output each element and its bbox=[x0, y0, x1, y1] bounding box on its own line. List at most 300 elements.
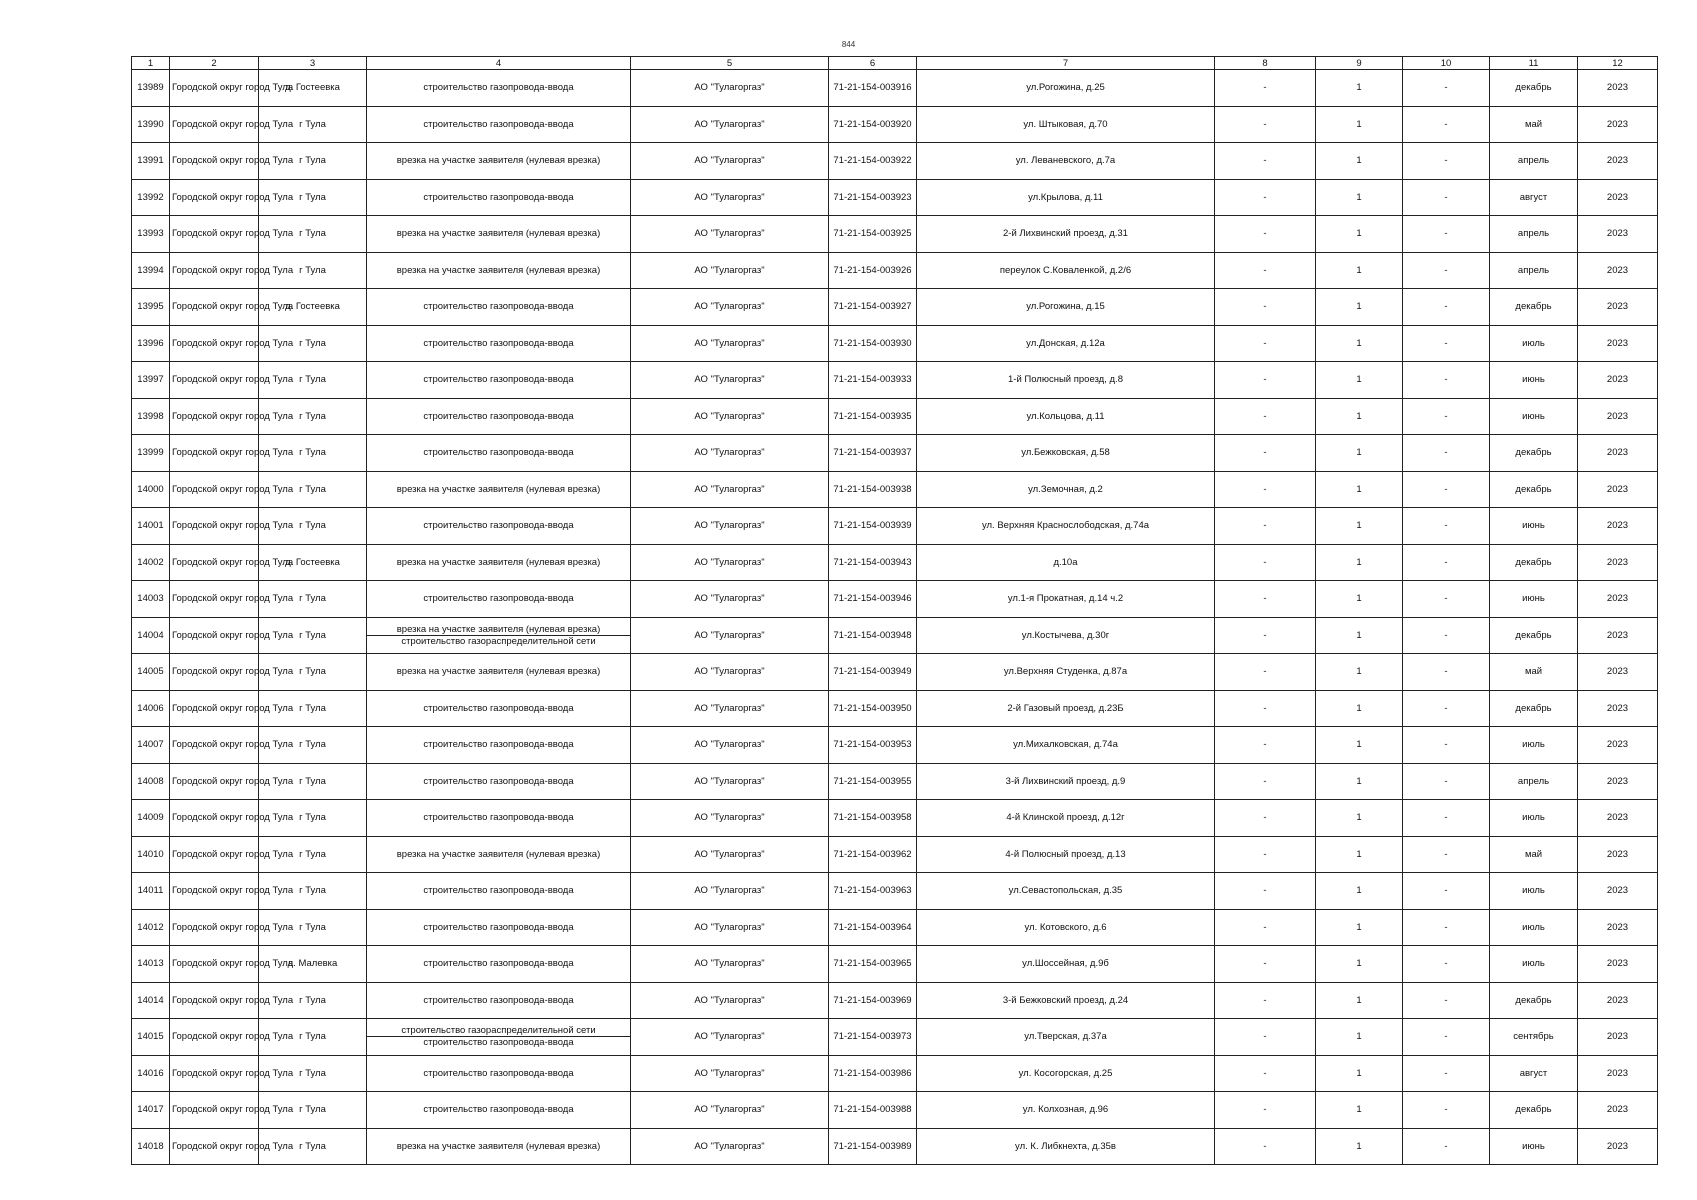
col10-cell: - bbox=[1403, 617, 1490, 654]
col8-cell: - bbox=[1215, 289, 1316, 326]
table-row bbox=[132, 1055, 1658, 1092]
work-type-cell: строительство газопровода-ввода bbox=[367, 800, 631, 837]
col8-cell: - bbox=[1215, 435, 1316, 472]
organization-cell: АО "Тулагоргаз" bbox=[631, 106, 829, 143]
organization-cell: АО "Тулагоргаз" bbox=[631, 435, 829, 472]
col10-cell: - bbox=[1403, 1092, 1490, 1129]
row-number-cell: 14018 bbox=[132, 1128, 170, 1165]
col10-cell: - bbox=[1403, 1128, 1490, 1165]
code-cell: 71-21-154-003949 bbox=[829, 654, 917, 691]
column-number: 1 bbox=[132, 57, 170, 70]
settlement-cell: г Тула bbox=[259, 508, 367, 545]
table-row bbox=[132, 1092, 1658, 1129]
year-cell: 2023 bbox=[1578, 654, 1658, 691]
row-number-cell: 14013 bbox=[132, 946, 170, 983]
address-cell: ул. Котовского, д.6 bbox=[917, 909, 1215, 946]
address-cell: ул.1-я Прокатная, д.14 ч.2 bbox=[917, 581, 1215, 618]
work-type-cell: врезка на участке заявителя (нулевая врезка) bbox=[367, 654, 631, 691]
organization-cell: АО "Тулагоргаз" bbox=[631, 398, 829, 435]
table-row bbox=[132, 946, 1658, 983]
col9-cell: 1 bbox=[1316, 873, 1403, 910]
col10-cell: - bbox=[1403, 435, 1490, 472]
row-number-cell: 14002 bbox=[132, 544, 170, 581]
settlement-cell: г Тула bbox=[259, 763, 367, 800]
column-number: 4 bbox=[367, 57, 631, 70]
column-number: 7 bbox=[917, 57, 1215, 70]
table-row bbox=[132, 325, 1658, 362]
row-number-cell: 13993 bbox=[132, 216, 170, 253]
work-type-cell: строительство газопровода-ввода bbox=[367, 435, 631, 472]
table-row bbox=[132, 362, 1658, 399]
col8-cell: - bbox=[1215, 690, 1316, 727]
month-cell: июль bbox=[1490, 800, 1578, 837]
col8-cell: - bbox=[1215, 1019, 1316, 1056]
year-cell: 2023 bbox=[1578, 252, 1658, 289]
district-cell: Городской округ город Тула bbox=[170, 654, 259, 691]
month-cell: июль bbox=[1490, 325, 1578, 362]
district-cell: Городской округ город Тула bbox=[170, 800, 259, 837]
col8-cell: - bbox=[1215, 982, 1316, 1019]
month-cell: декабрь bbox=[1490, 70, 1578, 107]
year-cell: 2023 bbox=[1578, 836, 1658, 873]
month-cell: август bbox=[1490, 1055, 1578, 1092]
work-type-line: строительство газораспределительной сети bbox=[367, 1025, 630, 1037]
address-cell: д.10а bbox=[917, 544, 1215, 581]
work-type-cell: строительство газопровода-ввода bbox=[367, 362, 631, 399]
col10-cell: - bbox=[1403, 581, 1490, 618]
address-cell: 4-й Клинской проезд, д.12г bbox=[917, 800, 1215, 837]
work-type-cell: строительство газопровода-ввода bbox=[367, 690, 631, 727]
address-cell: ул.Бежковская, д.58 bbox=[917, 435, 1215, 472]
year-cell: 2023 bbox=[1578, 508, 1658, 545]
col9-cell: 1 bbox=[1316, 1055, 1403, 1092]
organization-cell: АО "Тулагоргаз" bbox=[631, 362, 829, 399]
organization-cell: АО "Тулагоргаз" bbox=[631, 471, 829, 508]
organization-cell: АО "Тулагоргаз" bbox=[631, 654, 829, 691]
settlement-cell: д. Гостеевка bbox=[259, 544, 367, 581]
year-cell: 2023 bbox=[1578, 435, 1658, 472]
col8-cell: - bbox=[1215, 508, 1316, 545]
col8-cell: - bbox=[1215, 398, 1316, 435]
col8-cell: - bbox=[1215, 1092, 1316, 1129]
col10-cell: - bbox=[1403, 654, 1490, 691]
col8-cell: - bbox=[1215, 362, 1316, 399]
month-cell: июль bbox=[1490, 727, 1578, 764]
address-cell: ул.Севастопольская, д.35 bbox=[917, 873, 1215, 910]
address-cell: 3-й Бежковский проезд, д.24 bbox=[917, 982, 1215, 1019]
col9-cell: 1 bbox=[1316, 544, 1403, 581]
year-cell: 2023 bbox=[1578, 946, 1658, 983]
year-cell: 2023 bbox=[1578, 1128, 1658, 1165]
settlement-cell: г Тула bbox=[259, 617, 367, 654]
code-cell: 71-21-154-003926 bbox=[829, 252, 917, 289]
col10-cell: - bbox=[1403, 836, 1490, 873]
address-cell: 4-й Полюсный проезд, д.13 bbox=[917, 836, 1215, 873]
col8-cell: - bbox=[1215, 216, 1316, 253]
address-cell: ул. Косогорская, д.25 bbox=[917, 1055, 1215, 1092]
col10-cell: - bbox=[1403, 800, 1490, 837]
work-type-cell: строительство газопровода-ввода bbox=[367, 398, 631, 435]
col10-cell: - bbox=[1403, 690, 1490, 727]
month-cell: декабрь bbox=[1490, 1092, 1578, 1129]
organization-cell: АО "Тулагоргаз" bbox=[631, 690, 829, 727]
district-cell: Городской округ город Тула bbox=[170, 1019, 259, 1056]
code-cell: 71-21-154-003958 bbox=[829, 800, 917, 837]
year-cell: 2023 bbox=[1578, 581, 1658, 618]
settlement-cell: д. Гостеевка bbox=[259, 70, 367, 107]
code-cell: 71-21-154-003916 bbox=[829, 70, 917, 107]
code-cell: 71-21-154-003948 bbox=[829, 617, 917, 654]
row-number-cell: 14010 bbox=[132, 836, 170, 873]
district-cell: Городской округ город Тула bbox=[170, 325, 259, 362]
settlement-cell: г Тула bbox=[259, 216, 367, 253]
year-cell: 2023 bbox=[1578, 763, 1658, 800]
col9-cell: 1 bbox=[1316, 216, 1403, 253]
month-cell: апрель bbox=[1490, 252, 1578, 289]
code-cell: 71-21-154-003930 bbox=[829, 325, 917, 362]
settlement-cell: г Тула bbox=[259, 982, 367, 1019]
col9-cell: 1 bbox=[1316, 362, 1403, 399]
district-cell: Городской округ город Тула bbox=[170, 435, 259, 472]
col9-cell: 1 bbox=[1316, 471, 1403, 508]
settlement-cell: г Тула bbox=[259, 690, 367, 727]
organization-cell: АО "Тулагоргаз" bbox=[631, 946, 829, 983]
code-cell: 71-21-154-003946 bbox=[829, 581, 917, 618]
organization-cell: АО "Тулагоргаз" bbox=[631, 325, 829, 362]
year-cell: 2023 bbox=[1578, 982, 1658, 1019]
month-cell: июнь bbox=[1490, 581, 1578, 618]
col9-cell: 1 bbox=[1316, 1092, 1403, 1129]
district-cell: Городской округ город Тула bbox=[170, 617, 259, 654]
settlement-cell: г Тула bbox=[259, 654, 367, 691]
col10-cell: - bbox=[1403, 106, 1490, 143]
year-cell: 2023 bbox=[1578, 873, 1658, 910]
code-cell: 71-21-154-003939 bbox=[829, 508, 917, 545]
col8-cell: - bbox=[1215, 252, 1316, 289]
organization-cell: АО "Тулагоргаз" bbox=[631, 982, 829, 1019]
address-cell: ул.Тверская, д.37а bbox=[917, 1019, 1215, 1056]
col8-cell: - bbox=[1215, 800, 1316, 837]
col8-cell: - bbox=[1215, 143, 1316, 180]
work-type-cell: врезка на участке заявителя (нулевая врезка) bbox=[367, 544, 631, 581]
work-type-cell bbox=[367, 1019, 631, 1056]
settlement-cell: г Тула bbox=[259, 362, 367, 399]
code-cell: 71-21-154-003923 bbox=[829, 179, 917, 216]
col10-cell: - bbox=[1403, 727, 1490, 764]
organization-cell: АО "Тулагоргаз" bbox=[631, 1092, 829, 1129]
settlement-cell: г Тула bbox=[259, 471, 367, 508]
work-type-cell: строительство газопровода-ввода bbox=[367, 1092, 631, 1129]
column-number: 2 bbox=[170, 57, 259, 70]
col10-cell: - bbox=[1403, 1019, 1490, 1056]
code-cell: 71-21-154-003962 bbox=[829, 836, 917, 873]
table-row bbox=[132, 800, 1658, 837]
table-row bbox=[132, 690, 1658, 727]
col10-cell: - bbox=[1403, 946, 1490, 983]
settlement-cell: г Тула bbox=[259, 252, 367, 289]
code-cell: 71-21-154-003986 bbox=[829, 1055, 917, 1092]
district-cell: Городской округ город Тула bbox=[170, 398, 259, 435]
district-cell: Городской округ город Тула bbox=[170, 252, 259, 289]
month-cell: декабрь bbox=[1490, 435, 1578, 472]
address-cell: ул.Рогожина, д.15 bbox=[917, 289, 1215, 326]
col8-cell: - bbox=[1215, 909, 1316, 946]
organization-cell: АО "Тулагоргаз" bbox=[631, 1019, 829, 1056]
year-cell: 2023 bbox=[1578, 216, 1658, 253]
address-cell: ул. Штыковая, д.70 bbox=[917, 106, 1215, 143]
row-number-cell: 13992 bbox=[132, 179, 170, 216]
year-cell: 2023 bbox=[1578, 143, 1658, 180]
organization-cell: АО "Тулагоргаз" bbox=[631, 252, 829, 289]
col8-cell: - bbox=[1215, 617, 1316, 654]
col10-cell: - bbox=[1403, 325, 1490, 362]
work-type-cell: строительство газопровода-ввода bbox=[367, 909, 631, 946]
work-type-cell: строительство газопровода-ввода bbox=[367, 289, 631, 326]
settlement-cell: г Тула bbox=[259, 836, 367, 873]
code-cell: 71-21-154-003935 bbox=[829, 398, 917, 435]
col8-cell: - bbox=[1215, 544, 1316, 581]
col8-cell: - bbox=[1215, 727, 1316, 764]
month-cell: декабрь bbox=[1490, 982, 1578, 1019]
address-cell: 2-й Лихвинский проезд, д.31 bbox=[917, 216, 1215, 253]
address-cell: ул.Земочная, д.2 bbox=[917, 471, 1215, 508]
settlement-cell: г Тула bbox=[259, 909, 367, 946]
col10-cell: - bbox=[1403, 471, 1490, 508]
code-cell: 71-21-154-003920 bbox=[829, 106, 917, 143]
code-cell: 71-21-154-003989 bbox=[829, 1128, 917, 1165]
work-type-line: строительство газопровода-ввода bbox=[423, 1037, 574, 1049]
month-cell: июнь bbox=[1490, 508, 1578, 545]
year-cell: 2023 bbox=[1578, 617, 1658, 654]
organization-cell: АО "Тулагоргаз" bbox=[631, 508, 829, 545]
district-cell: Городской округ город Тула bbox=[170, 544, 259, 581]
col8-cell: - bbox=[1215, 179, 1316, 216]
table-row bbox=[132, 179, 1658, 216]
row-number-cell: 14004 bbox=[132, 617, 170, 654]
row-number-cell: 14012 bbox=[132, 909, 170, 946]
month-cell: апрель bbox=[1490, 143, 1578, 180]
col10-cell: - bbox=[1403, 289, 1490, 326]
code-cell: 71-21-154-003964 bbox=[829, 909, 917, 946]
organization-cell: АО "Тулагоргаз" bbox=[631, 179, 829, 216]
col9-cell: 1 bbox=[1316, 1019, 1403, 1056]
row-number-cell: 13998 bbox=[132, 398, 170, 435]
table-row bbox=[132, 617, 1658, 654]
address-cell: ул.Костычева, д.30г bbox=[917, 617, 1215, 654]
column-number: 10 bbox=[1403, 57, 1490, 70]
row-number-cell: 14000 bbox=[132, 471, 170, 508]
table-row bbox=[132, 398, 1658, 435]
table-row bbox=[132, 1019, 1658, 1056]
district-cell: Городской округ город Тула bbox=[170, 909, 259, 946]
settlement-cell: г Тула bbox=[259, 143, 367, 180]
code-cell: 71-21-154-003938 bbox=[829, 471, 917, 508]
month-cell: май bbox=[1490, 106, 1578, 143]
settlement-cell: г Тула bbox=[259, 1019, 367, 1056]
table-row bbox=[132, 70, 1658, 107]
settlement-cell: г Тула bbox=[259, 581, 367, 618]
row-number-cell: 13990 bbox=[132, 106, 170, 143]
code-cell: 71-21-154-003988 bbox=[829, 1092, 917, 1129]
col9-cell: 1 bbox=[1316, 982, 1403, 1019]
organization-cell: АО "Тулагоргаз" bbox=[631, 763, 829, 800]
organization-cell: АО "Тулагоргаз" bbox=[631, 143, 829, 180]
year-cell: 2023 bbox=[1578, 471, 1658, 508]
address-cell: ул.Шоссейная, д.9б bbox=[917, 946, 1215, 983]
column-number: 8 bbox=[1215, 57, 1316, 70]
address-cell: ул. К. Либкнехта, д.35в bbox=[917, 1128, 1215, 1165]
gasification-table bbox=[131, 56, 1658, 1165]
row-number-cell: 13997 bbox=[132, 362, 170, 399]
row-number-cell: 14015 bbox=[132, 1019, 170, 1056]
address-cell: ул.Рогожина, д.25 bbox=[917, 70, 1215, 107]
col9-cell: 1 bbox=[1316, 252, 1403, 289]
district-cell: Городской округ город Тула bbox=[170, 982, 259, 1019]
settlement-cell: д. Гостеевка bbox=[259, 289, 367, 326]
col8-cell: - bbox=[1215, 471, 1316, 508]
col10-cell: - bbox=[1403, 909, 1490, 946]
organization-cell: АО "Тулагоргаз" bbox=[631, 289, 829, 326]
work-type-line: строительство газораспределительной сети bbox=[401, 635, 596, 647]
col8-cell: - bbox=[1215, 836, 1316, 873]
month-cell: июнь bbox=[1490, 362, 1578, 399]
work-type-cell: строительство газопровода-ввода bbox=[367, 325, 631, 362]
table-row bbox=[132, 544, 1658, 581]
table-body bbox=[132, 70, 1658, 1165]
organization-cell: АО "Тулагоргаз" bbox=[631, 617, 829, 654]
month-cell: июль bbox=[1490, 946, 1578, 983]
month-cell: июнь bbox=[1490, 398, 1578, 435]
col9-cell: 1 bbox=[1316, 179, 1403, 216]
row-number-cell: 14016 bbox=[132, 1055, 170, 1092]
month-cell: июль bbox=[1490, 909, 1578, 946]
col9-cell: 1 bbox=[1316, 435, 1403, 472]
col10-cell: - bbox=[1403, 252, 1490, 289]
col8-cell: - bbox=[1215, 763, 1316, 800]
col9-cell: 1 bbox=[1316, 763, 1403, 800]
code-cell: 71-21-154-003943 bbox=[829, 544, 917, 581]
year-cell: 2023 bbox=[1578, 727, 1658, 764]
month-cell: июнь bbox=[1490, 1128, 1578, 1165]
settlement-cell: г Тула bbox=[259, 873, 367, 910]
column-number: 11 bbox=[1490, 57, 1578, 70]
address-cell: ул.Верхняя Студенка, д.87а bbox=[917, 654, 1215, 691]
month-cell: декабрь bbox=[1490, 690, 1578, 727]
work-type-cell: врезка на участке заявителя (нулевая врезка) bbox=[367, 1128, 631, 1165]
organization-cell: АО "Тулагоргаз" bbox=[631, 836, 829, 873]
table-row bbox=[132, 289, 1658, 326]
work-type-cell: строительство газопровода-ввода bbox=[367, 727, 631, 764]
district-cell: Городской округ город Тула bbox=[170, 508, 259, 545]
col9-cell: 1 bbox=[1316, 325, 1403, 362]
table-row bbox=[132, 909, 1658, 946]
month-cell: декабрь bbox=[1490, 289, 1578, 326]
row-number-cell: 13999 bbox=[132, 435, 170, 472]
month-cell: июль bbox=[1490, 873, 1578, 910]
row-number-cell: 13991 bbox=[132, 143, 170, 180]
work-type-cell: строительство газопровода-ввода bbox=[367, 581, 631, 618]
code-cell: 71-21-154-003927 bbox=[829, 289, 917, 326]
row-number-cell: 14017 bbox=[132, 1092, 170, 1129]
district-cell: Городской округ город Тула bbox=[170, 727, 259, 764]
col9-cell: 1 bbox=[1316, 617, 1403, 654]
year-cell: 2023 bbox=[1578, 106, 1658, 143]
settlement-cell: г Тула bbox=[259, 325, 367, 362]
col9-cell: 1 bbox=[1316, 289, 1403, 326]
organization-cell: АО "Тулагоргаз" bbox=[631, 216, 829, 253]
code-cell: 71-21-154-003925 bbox=[829, 216, 917, 253]
table-row bbox=[132, 1128, 1658, 1165]
settlement-cell: г Тула bbox=[259, 398, 367, 435]
col8-cell: - bbox=[1215, 106, 1316, 143]
col10-cell: - bbox=[1403, 362, 1490, 399]
month-cell: декабрь bbox=[1490, 471, 1578, 508]
col10-cell: - bbox=[1403, 70, 1490, 107]
year-cell: 2023 bbox=[1578, 1092, 1658, 1129]
table-row bbox=[132, 727, 1658, 764]
work-type-cell: строительство газопровода-ввода bbox=[367, 106, 631, 143]
work-type-cell: строительство газопровода-ввода bbox=[367, 179, 631, 216]
col9-cell: 1 bbox=[1316, 727, 1403, 764]
row-number-cell: 13989 bbox=[132, 70, 170, 107]
year-cell: 2023 bbox=[1578, 909, 1658, 946]
col9-cell: 1 bbox=[1316, 836, 1403, 873]
code-cell: 71-21-154-003973 bbox=[829, 1019, 917, 1056]
col10-cell: - bbox=[1403, 544, 1490, 581]
row-number-cell: 13995 bbox=[132, 289, 170, 326]
row-number-cell: 14008 bbox=[132, 763, 170, 800]
year-cell: 2023 bbox=[1578, 544, 1658, 581]
col8-cell: - bbox=[1215, 873, 1316, 910]
district-cell: Городской округ город Тула bbox=[170, 362, 259, 399]
col10-cell: - bbox=[1403, 873, 1490, 910]
column-number-row bbox=[132, 57, 1658, 70]
column-number: 9 bbox=[1316, 57, 1403, 70]
row-number-cell: 14003 bbox=[132, 581, 170, 618]
district-cell: Городской округ город Тула bbox=[170, 581, 259, 618]
col9-cell: 1 bbox=[1316, 654, 1403, 691]
year-cell: 2023 bbox=[1578, 179, 1658, 216]
address-cell: переулок С.Коваленкой, д.2/6 bbox=[917, 252, 1215, 289]
year-cell: 2023 bbox=[1578, 690, 1658, 727]
row-number-cell: 14011 bbox=[132, 873, 170, 910]
code-cell: 71-21-154-003963 bbox=[829, 873, 917, 910]
month-cell: май bbox=[1490, 836, 1578, 873]
table-row bbox=[132, 982, 1658, 1019]
work-type-cell: строительство газопровода-ввода bbox=[367, 70, 631, 107]
col8-cell: - bbox=[1215, 325, 1316, 362]
table-row bbox=[132, 143, 1658, 180]
work-type-cell: врезка на участке заявителя (нулевая врезка) bbox=[367, 836, 631, 873]
table-row bbox=[132, 106, 1658, 143]
col9-cell: 1 bbox=[1316, 143, 1403, 180]
district-cell: Городской округ город Тула bbox=[170, 1128, 259, 1165]
col10-cell: - bbox=[1403, 982, 1490, 1019]
row-number-cell: 13994 bbox=[132, 252, 170, 289]
district-cell: Городской округ город Тула bbox=[170, 143, 259, 180]
col9-cell: 1 bbox=[1316, 690, 1403, 727]
year-cell: 2023 bbox=[1578, 398, 1658, 435]
work-type-cell: врезка на участке заявителя (нулевая врезка) bbox=[367, 471, 631, 508]
col9-cell: 1 bbox=[1316, 106, 1403, 143]
month-cell: август bbox=[1490, 179, 1578, 216]
row-number-cell: 14001 bbox=[132, 508, 170, 545]
col8-cell: - bbox=[1215, 654, 1316, 691]
row-number-cell: 14007 bbox=[132, 727, 170, 764]
organization-cell: АО "Тулагоргаз" bbox=[631, 800, 829, 837]
year-cell: 2023 bbox=[1578, 70, 1658, 107]
row-number-cell: 14005 bbox=[132, 654, 170, 691]
